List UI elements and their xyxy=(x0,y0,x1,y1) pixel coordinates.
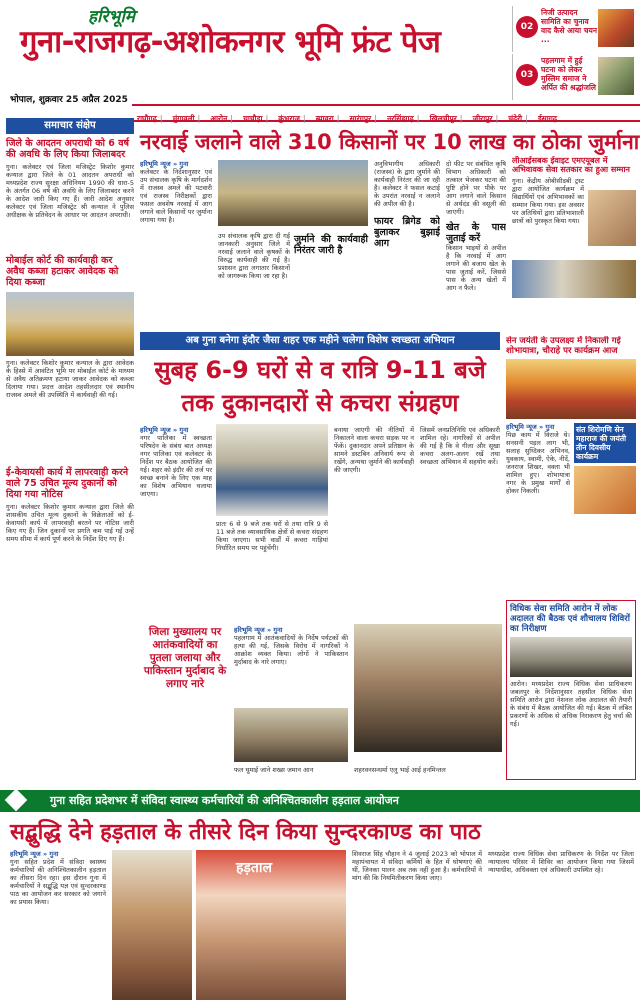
story2-col-2 xyxy=(216,520,328,620)
protest-callout xyxy=(140,626,230,782)
masthead xyxy=(0,0,640,132)
sen-headline[interactable]: सेन जयंती के उपलक्ष्य में निकाली गई शोभायात्रा, चौराहे पर कार्यक्रम आज xyxy=(506,336,621,356)
teaser-text: निजी उत्पादन सामिति का चुनाव वाद कैसे आया चयन ... xyxy=(541,8,597,44)
legal-body: आरोन। मध्यप्रदेश राज्य विधिक सेवा प्राधिकरण जबलपुर के निर्देशानुसार तहसील विधिक सेवा समिति आरोन द्वारा नेशनल लोक अदालत की तैयारी के संबंध में बैठक आयोजित की गई। बैठक में लंबित प्रकरणों के अधिक से अधिक निराकरण हेतु चर्चा की गई। xyxy=(510,680,632,728)
nav-town[interactable]: सारंगपुर xyxy=(349,114,372,123)
protest-body: पहलगाम में आतंकवादियों के निर्देष पर्यटकों की हत्या की गई, जिसके विरोध में नागरिकों ने आक्रोश व्यक्त किया। लोगों ने पाकिस्तान मुर्दाबाद के नारे लगाए। xyxy=(234,634,348,666)
story-band: अब गुना बनेगा इंदौर जैसा शहर एक महीने चलेगा विशेष स्वच्छता अभियान xyxy=(140,332,500,350)
teaser-box-1[interactable] xyxy=(512,6,636,52)
teaser-text: पहलगाम में हुई घटना को लेकर मुस्लिम समाज ने अर्पित की श्रद्धांजलि xyxy=(541,56,596,92)
brief-body: गुना। कलेक्टर एवं जिला मजिस्ट्रेट किशोर कुमार कन्याल द्वारा जिले के 01 आदतन अपराधी को मध्यप्रदेश राज्य सुरक्षा अधिनियम 1990 की धारा-5 के अंतर्गत 06 वर्ष की अवधि के लिए जिलाबदर करने के आदेश जारी किए गए हैं। जारी आदेश अनुसार कलेक्टर एवं जिला मजिस्ट्रेट श्री कन्याल ने पुलिस अधीक्षक के प्रतिवेदन के आधार पर आदतन अपराधी। xyxy=(6,163,134,219)
lead-col-2 xyxy=(218,232,290,322)
sen-body: पिछ काय में विराजे थे। सनसनी पड़ल लाग भी, सलाह सुध्दिकर अभिनव, युवकाय, स्वामी, ऐके, नीदें, जनराज शिखर, वक्ता भी शामिल हुए। शोभायात्रा नगर के प्रमुख मार्गों से होकर निकली। xyxy=(506,431,570,495)
legal-services-box xyxy=(506,600,636,780)
legal-headline[interactable]: विधिक सेवा समिति आरोन में लोक अदालत की बैठक एवं शौचालय शिविरों का निरीक्षण xyxy=(510,604,630,634)
nav-town[interactable]: चंदेरी xyxy=(508,114,523,123)
story2-text: प्रातः 6 से 9 बजे तक घरों से तथा रात्रि 9 से 11 बजे तक व्यावसायिक क्षेत्रों से कचरा संग्रहण किया जाएगा। सभी वार्डों में कचरा गाड़ियां निर्धारित समय पर पहुंचेंगी। xyxy=(216,520,328,552)
byline: हरिभूमि न्यूज » गुना xyxy=(234,626,283,634)
strike-text: गुना सहित प्रदेश में संविदा स्वास्थ्य कर्मचारियों की अनिश्चितकालीन हड़ताल का तीसरा दिन रहा। इस दौरान गुना में कर्मचारियों ने सद्बुद्धि यज्ञ एवं सुन्दरकाण्ड पाठ का आयोजन कर सरकार को जगाने का प्रयास किया। xyxy=(10,858,106,906)
lead-col-1 xyxy=(140,160,212,325)
nav-town[interactable]: जीरापुर xyxy=(472,114,493,123)
nav-town[interactable]: राघौगढ़ xyxy=(137,114,157,123)
teaser-box-2[interactable] xyxy=(512,54,636,100)
lead-col-4 xyxy=(446,160,506,322)
section-header: समाचार संक्षेप xyxy=(6,118,134,134)
teaser-page-number: 02 xyxy=(516,16,538,38)
lead-col-2b xyxy=(294,234,368,324)
page-title: गुना-राजगढ़-अशोकनगर भूमि फ्रंट पेज xyxy=(20,24,441,60)
byline: हरिभूमि न्यूज » गुना xyxy=(506,423,555,431)
strike-col-2 xyxy=(352,850,482,1000)
lead-text: दो फीट पर संबंधित कृषि विभाग अधिकारी को तत्काल भेजकर घटना की पुष्टि होने पर पीके पर आग लगाने वाले किसान से अर्थदंड की वसूली की जाएगी। xyxy=(446,160,506,216)
subheading: फायर ब्रिगेड को बुलाकर बुझाई आग xyxy=(374,216,440,249)
lead-text: उप संचालक कृषि द्वारा दी गई जानकारी अनुसार जिले में नरवाई जलाने वाले कृषकों के विरुद्ध कार्यवाही की गई है। प्रशासन द्वारा लगातार किसानों को जागरूक किया जा रहा है। xyxy=(218,232,290,280)
news-brief-column xyxy=(6,118,134,733)
story2-col-4 xyxy=(420,426,500,616)
strike-headline[interactable]: सद्बुद्धि देने हड़ताल के तीसरे दिन किया सुन्दरकाण्ड का पाठ xyxy=(10,820,481,845)
brief-headline[interactable]: मोबाईल कोर्ट की कार्यवाही कर अवैध कब्जा हटाकर आवेदक को दिया कब्जा xyxy=(6,255,119,288)
strike-band: गुना सहित प्रदेशभर में संविदा स्वास्थ्य कर्मचारियों की अनिश्चितकालीन हड़ताल आयोजन xyxy=(0,790,640,812)
cleanliness-headline[interactable]: सुबह 6-9 घरों से व रात्रि 9-11 बजे तक दुकानदारों से कचरा संग्रहण xyxy=(154,356,486,417)
bulldozer-photo xyxy=(6,292,134,356)
story2-text: जिसमें जनप्रतिनिधि एवं अधिकारी शामिल रहे। नागरिकों से अपील की गई है कि वे गीला और सूखा कचरा अलग-अलग रखें तथा स्वच्छता अभियान में सहयोग करें। xyxy=(420,426,500,466)
award-photo xyxy=(588,190,636,246)
nav-town[interactable]: चाचौड़ा xyxy=(243,114,263,123)
strike-text: मध्यप्रदेश राज्य विधिक सेवा प्राधिकरण के निर्देश पर जिला न्यायालय परिसर में शिविर का आयोजन किया गया जिसमें न्यायाधीश, अधिवक्ता एवं अधिकारी उपस्थित रहे। xyxy=(488,850,634,874)
lead-col-3 xyxy=(374,160,440,322)
side-headline[interactable]: लीआईसबक ईवाइट एमएयूबल में अभिवावक सेवा सतकार का हुआ सम्मान xyxy=(512,156,630,174)
nav-town[interactable]: ब्यावरा xyxy=(315,114,334,123)
story2-col-3 xyxy=(334,426,414,616)
byline: हरिभूमि न्यूज » गुना xyxy=(10,850,59,858)
inspection-photo xyxy=(510,637,632,677)
sundarkand-photo-1 xyxy=(112,850,192,1000)
brief-headline[interactable]: ई-केवायसी कार्य में लापरवाही करने वाले 75 उचित मूल्य दुकानों को दिया गया नोटिस xyxy=(6,467,129,500)
nav-town[interactable]: ईसागढ़ xyxy=(537,114,558,123)
meeting-photo xyxy=(216,424,328,516)
town-nav-bar: राघौगढ़ | मुंगावली | आरोन | चाचौड़ा | कुंभराज | ब्यावरा | सारंगपुर | नरसिंहगढ़ | खिलचीपुर | जीरापुर | चंदेरी | ईसागढ़ xyxy=(132,104,640,122)
byline: हरिभूमि न्यूज » गुना xyxy=(140,426,189,434)
nav-town[interactable]: कुंभराज xyxy=(278,114,300,123)
jayanti-box-head: संत शिरोमणि सेन महाराज की जयंती तीन दिवसीय कार्यक्रम xyxy=(574,423,636,463)
felicitation-photo xyxy=(512,260,636,298)
teaser-page-number: 03 xyxy=(516,64,538,86)
subheading: खेत के पास जुताई करें xyxy=(446,222,506,244)
subheading: जुर्माने की कार्यवाही निरंतर जारी है xyxy=(294,234,368,256)
strike-text: शिवराज सिंह चौहान ने 4 जुलाई 2023 को भोपाल में महापंचायत में संविदा कर्मियों के हित में घोषणाएं की थीं, जिनका पालन अब तक नहीं हुआ है। कर्मचारियों ने मांग की कि नियमितीकरण किया जाए। xyxy=(352,850,482,882)
stubble-burning-photo xyxy=(218,160,368,226)
dateline: भोपाल, शुक्रवार 25 अप्रैल 2025 xyxy=(10,95,128,105)
caption-2: शहरवनसन्धर्मा एलु भाई आई हनमिन्तल xyxy=(354,766,446,774)
nav-town[interactable]: नरसिंहगढ़ xyxy=(387,114,414,123)
lead-headline[interactable]: नरवाई जलाने वाले 310 किसानों पर 10 लाख का ठोका जुर्माना xyxy=(140,130,640,154)
side-story xyxy=(512,156,636,328)
lead-text: कलेक्टर के निर्देशानुसार एवं उप संचालक कृषि के मार्गदर्शन में राजस्व अमले की पटवारी एवं राजस्व निरीक्षकों द्वारा फसल अवशेष नरवाई में आग लगाने वाले किसानों पर जुर्माना लगाया गया है। xyxy=(140,168,212,224)
side-body: गुना। केंद्रीय ओबीसीडबी ट्रस्ट द्वारा आयोजित कार्यक्रम में विद्यार्थियों एवं अभिभावकों का सम्मान किया गया। इस अवसर पर अतिथियों द्वारा प्रतिभाशाली छात्रों को पुरस्कृत किया गया। xyxy=(512,177,584,225)
protest-crowd-photo xyxy=(234,708,348,762)
story2-col-1 xyxy=(140,426,212,616)
teaser-thumbnail xyxy=(598,9,634,47)
byline: हरिभूमि न्यूज » गुना xyxy=(140,160,189,168)
lead-text: किसान भाइयों से अपील है कि नरवाई में आग लगाने की बजाय खेत के पास जुताई करें, जिससे पास के अन्य खेतों में आग न फैले। xyxy=(446,244,506,292)
strike-col-1 xyxy=(10,850,106,1000)
nav-town[interactable]: मुंगावली xyxy=(172,114,195,123)
sen-jayanti-story xyxy=(506,336,636,596)
caption-1: फल घूमाई जाने शख्स जमान आन xyxy=(234,766,314,774)
lead-text: अनुविभागीय अधिकारी (राजस्व) के द्वारा जुर्माने की कार्यवाही निरंतर की जा रही है। कलेक्टर ने फसल कटाई के उपरांत नरवाई न जलाने की अपील की है। xyxy=(374,160,440,208)
brief-headline[interactable]: जिले के आदतन अपराधी को 6 वर्ष की अवधि के लिए किया जिलाबदर xyxy=(6,138,129,160)
protest-text-col xyxy=(234,626,348,706)
protest-headline[interactable]: जिला मुख्यालय पर आतंकवादियों का पुतला जलाया और पाकिस्तान मुर्दाबाद के लगाए नारे xyxy=(143,626,227,690)
effigy-burning-photo xyxy=(354,624,502,752)
story2-text: बनाया जाएगी की नीतियों में निकालने वाला कचरा सड़क पर न फेंकें। दुकानदार अपने प्रतिष्ठान के सामने डस्टबिन अनिवार्य रूप से रखेंगे, अन्यथा जुर्माने की कार्यवाही की जाएगी। xyxy=(334,426,414,474)
hadtal-banner-text: हड़ताल xyxy=(236,860,273,876)
saint-photo xyxy=(574,466,636,514)
procession-photo xyxy=(506,359,636,419)
strike-col-3 xyxy=(488,850,634,1000)
brief-body: गुना। कलेक्टर किशोर कुमार कन्याल द्वारा जिले की शासकीय उचित मूल्य दुकानों के विक्रेताओं को ई-केवायसी कार्य में लापरवाही बरतने पर नोटिस जारी किए गए हैं। जिन दुकानों पर प्रगति कम पाई गई उन्हें समय सीमा में कार्य पूर्ण करने के निर्देश दिए गए हैं। xyxy=(6,503,134,543)
nav-town[interactable]: आरोन xyxy=(210,114,228,123)
sundarkand-photo-2 xyxy=(196,850,346,1000)
nav-town[interactable]: खिलचीपुर xyxy=(429,114,457,123)
story2-text: नगर पालिका में स्वच्छता परिषदेन के संबंध बात अध्यक्ष नगर पालिका एवं कलेक्टर के निर्देश पर बैठक आयोजित की गई। शहर को इंदौर की तर्ज पर स्वच्छ बनाने के लिए एक माह का विशेष अभियान चलाया जाएगा। xyxy=(140,434,212,498)
teaser-thumbnail xyxy=(598,57,634,95)
brand-logo: हरिभूमि xyxy=(88,7,135,27)
brief-body: गुना। कलेक्टर किशोर कुमार कन्याल के द्वारा आवेदक के हिस्से में आवंटित भूमि पर मोबाईल कोर्ट के माध्यम से अवैध अतिक्रमण हटाया जाकर आवेदक को कब्जा दिलाया गया। प्रदत्त आदेश तहसीलदार एवं स्थानीय राजस्व अमले की उपस्थिति में कार्यवाही की गई। xyxy=(6,359,134,399)
